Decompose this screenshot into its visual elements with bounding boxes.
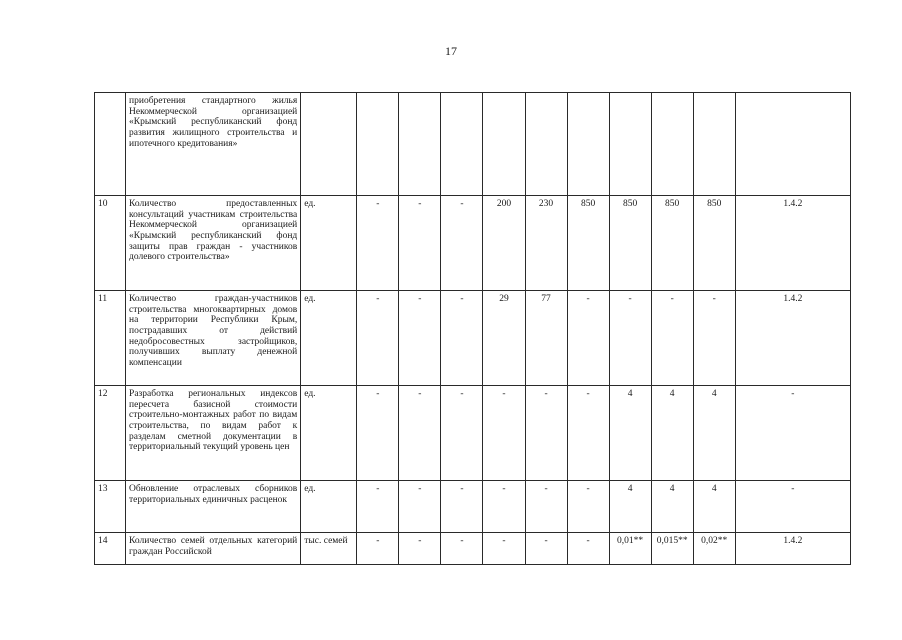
value-cell: 77 [525, 291, 567, 386]
value-cell [651, 93, 693, 196]
value-cell: 850 [567, 196, 609, 291]
table-row [95, 533, 851, 565]
indicator-name-cell: приобретения стандартного жилья Некоммерческой организацией «Крымский республиканский фонд развития жилищного строительства и ипотечного кредитования» [126, 93, 301, 196]
row-number-cell: 10 [95, 196, 126, 291]
value-cell: - [441, 533, 483, 565]
value-cell: 850 [609, 196, 651, 291]
value-cell: 4 [651, 481, 693, 533]
unit-cell: ед. [301, 481, 357, 533]
value-cell: 29 [483, 291, 525, 386]
value-cell: - [525, 533, 567, 565]
table-row [95, 93, 851, 196]
value-cell: - [441, 291, 483, 386]
value-cell [441, 93, 483, 196]
table-row [95, 196, 851, 291]
unit-cell: ед. [301, 291, 357, 386]
program-code-cell: 1.4.2 [735, 291, 850, 386]
value-cell: 4 [651, 386, 693, 481]
unit-cell: ед. [301, 386, 357, 481]
value-cell: - [525, 386, 567, 481]
value-cell: 0,02** [693, 533, 735, 565]
value-cell: 4 [693, 481, 735, 533]
indicator-name-cell: Обновление отраслевых сборников территориальных единичных расценок [126, 481, 301, 533]
value-cell [525, 93, 567, 196]
table-row [95, 291, 851, 386]
value-cell: - [567, 481, 609, 533]
indicator-name-cell: Количество граждан-участников строительства многоквартирных домов на территории Республики Крым, пострадавших от действий недобросовестных застройщиков, получивших выплату денежной компенсации [126, 291, 301, 386]
page-number: 17 [445, 44, 457, 58]
value-cell: - [693, 291, 735, 386]
value-cell: - [399, 196, 441, 291]
table-row [95, 386, 851, 481]
value-cell [357, 93, 399, 196]
program-code-cell [735, 93, 850, 196]
value-cell: - [525, 481, 567, 533]
unit-cell: ед. [301, 196, 357, 291]
value-cell [483, 93, 525, 196]
value-cell: - [357, 291, 399, 386]
value-cell: - [357, 386, 399, 481]
value-cell: - [399, 533, 441, 565]
unit-cell: тыс. семей [301, 533, 357, 565]
value-cell [609, 93, 651, 196]
value-cell: - [441, 196, 483, 291]
value-cell [567, 93, 609, 196]
value-cell [399, 93, 441, 196]
value-cell: - [357, 196, 399, 291]
table-row [95, 481, 851, 533]
program-code-cell: - [735, 481, 850, 533]
value-cell: - [567, 533, 609, 565]
value-cell: 0,01** [609, 533, 651, 565]
value-cell: 0,015** [651, 533, 693, 565]
row-number-cell: 13 [95, 481, 126, 533]
value-cell: 230 [525, 196, 567, 291]
value-cell: - [567, 291, 609, 386]
value-cell: - [357, 481, 399, 533]
value-cell: 4 [693, 386, 735, 481]
value-cell: 850 [651, 196, 693, 291]
value-cell: - [609, 291, 651, 386]
unit-cell [301, 93, 357, 196]
row-number-cell: 12 [95, 386, 126, 481]
program-code-cell: - [735, 386, 850, 481]
row-number-cell [95, 93, 126, 196]
indicators-table [94, 92, 851, 565]
value-cell: - [399, 386, 441, 481]
value-cell: 200 [483, 196, 525, 291]
indicator-name-cell: Количество семей отдельных категорий граждан Российской [126, 533, 301, 565]
value-cell: - [399, 291, 441, 386]
value-cell: - [441, 481, 483, 533]
value-cell: - [483, 481, 525, 533]
value-cell: - [441, 386, 483, 481]
row-number-cell: 14 [95, 533, 126, 565]
value-cell: 4 [609, 386, 651, 481]
value-cell [693, 93, 735, 196]
program-code-cell: 1.4.2 [735, 533, 850, 565]
row-number-cell: 11 [95, 291, 126, 386]
program-code-cell: 1.4.2 [735, 196, 850, 291]
value-cell: 850 [693, 196, 735, 291]
indicator-name-cell: Разработка региональных индексов пересчета базисной стоимости строительно-монтажных работ по видам строительства, по видам работ к разделам сметной документации в территориальный текущий уровень цен [126, 386, 301, 481]
value-cell: - [483, 386, 525, 481]
indicator-name-cell: Количество предоставленных консультаций участникам строительства Некоммерческой организацией «Крымский республиканский фонд защиты прав граждан - участников долевого строительства» [126, 196, 301, 291]
value-cell: - [399, 481, 441, 533]
value-cell: - [357, 533, 399, 565]
value-cell: 4 [609, 481, 651, 533]
value-cell: - [567, 386, 609, 481]
value-cell: - [483, 533, 525, 565]
value-cell: - [651, 291, 693, 386]
